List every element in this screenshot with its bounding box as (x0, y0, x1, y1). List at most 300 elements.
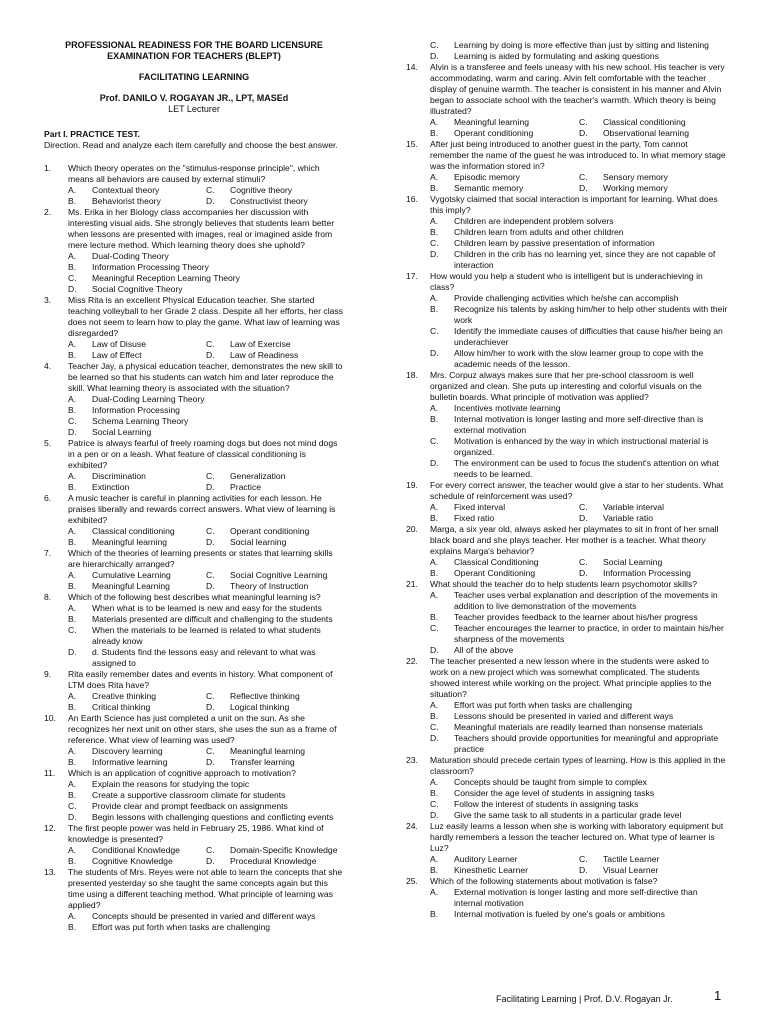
answer-option (68, 691, 206, 702)
answer-option (68, 471, 206, 482)
answer-option (579, 513, 728, 524)
option-text: Auditory Learner (454, 854, 518, 864)
answer-option (430, 777, 728, 788)
option-text: The environment can be used to focus the student's attention on what needs to be learned. (454, 458, 719, 479)
option-letter: A. (430, 777, 439, 787)
right-question-list (406, 62, 728, 920)
option-letter: C. (430, 40, 439, 50)
question-text: What should the teacher do to help students learn psychomotor skills? (430, 579, 698, 589)
option-text: Teacher uses verbal explanation and description of the movements in addition to live demonstration of the movements (454, 590, 718, 611)
option-letter: B. (68, 405, 77, 415)
option-letter: B. (430, 711, 439, 721)
option-letter: C. (68, 801, 77, 811)
option-letter: A. (430, 887, 439, 897)
answer-option (206, 691, 344, 702)
question-number: 22. (406, 656, 418, 666)
question-stem (44, 438, 344, 471)
option-letter: B. (430, 788, 439, 798)
option-letter: A. (430, 502, 439, 512)
option-letter: A. (68, 570, 77, 580)
option-text: Information Processing (92, 405, 180, 415)
answer-option (430, 348, 728, 370)
answer-option (68, 581, 206, 592)
answer-option (579, 117, 728, 128)
answer-option (430, 216, 728, 227)
option-letter: B. (430, 227, 439, 237)
option-letter: A. (430, 557, 439, 567)
question-item (44, 713, 344, 768)
question-text: Mrs. Corpuz always makes sure that her pre-school classroom is well organized and clean. She puts up interesting and colorful visuals on the bulletin boards. What principle of motivation was applied? (430, 370, 702, 402)
option-text: Tactile Learner (603, 854, 660, 864)
answer-option (430, 887, 728, 909)
question-number: 17. (406, 271, 418, 281)
option-text: Variable ratio (603, 513, 653, 523)
option-text: Teacher encourages the learner to practice, in order to maintain his/her sharpness of the movements (454, 623, 724, 644)
question-text: Patrice is always fearful of freely roaming dogs but does not mind dogs in a pen or on a leash. What feature of classical conditioning is exhibited? (68, 438, 338, 470)
option-text: Semantic memory (454, 183, 524, 193)
option-text: Constructivist theory (230, 196, 308, 206)
option-text: Contextual theory (92, 185, 160, 195)
question-item (406, 62, 728, 139)
option-letter: D. (206, 856, 215, 866)
answer-option (206, 581, 344, 592)
question-stem (406, 194, 728, 216)
option-letter: B. (68, 537, 77, 547)
option-text: Behaviorist theory (92, 196, 161, 206)
question-stem (406, 524, 728, 557)
answer-option (206, 350, 344, 361)
option-text: Extinction (92, 482, 130, 492)
option-text: Discovery learning (92, 746, 163, 756)
option-text: Consider the age level of students in assigning tasks (454, 788, 655, 798)
option-letter: B. (68, 614, 77, 624)
option-text: Dual-Coding Learning Theory (92, 394, 205, 404)
question-text: After just being introduced to another guest in the party, Tom cannot remember the name of the guest he was introduced to. In what memory stage was the information stored in? (430, 139, 726, 171)
option-text: Practice (230, 482, 262, 492)
question-stem (44, 207, 344, 251)
options-list (406, 502, 728, 524)
option-text: Law of Readiness (230, 350, 299, 360)
question-13-continued (406, 40, 728, 62)
question-item (406, 656, 728, 755)
option-letter: C. (206, 570, 215, 580)
question-item (406, 139, 728, 194)
option-letter: C. (430, 722, 439, 732)
answer-option (430, 612, 728, 623)
options-list (406, 403, 728, 480)
question-item (406, 876, 728, 920)
answer-option (430, 128, 579, 139)
option-letter: C. (579, 557, 588, 567)
options-list (44, 251, 344, 295)
question-stem (44, 163, 344, 185)
options-list (406, 590, 728, 656)
answer-option (430, 51, 728, 62)
option-text: Explain the reasons for studying the topic (92, 779, 250, 789)
answer-option (68, 526, 206, 537)
answer-option (206, 845, 344, 856)
option-letter: D. (579, 183, 588, 193)
option-letter: A. (430, 172, 439, 182)
option-letter: C. (579, 502, 588, 512)
answer-option (206, 702, 344, 713)
question-item (44, 163, 344, 207)
answer-option (579, 502, 728, 513)
option-text: Effort was put forth when tasks are challenging (454, 700, 633, 710)
option-letter: D. (579, 568, 588, 578)
option-letter: A. (430, 403, 439, 413)
question-text: Which is an application of cognitive approach to motivation? (68, 768, 296, 778)
option-text: Children learn from adults and other children (454, 227, 624, 237)
answer-option (206, 757, 344, 768)
options-list (406, 172, 728, 194)
option-letter: D. (68, 284, 77, 294)
answer-option (68, 790, 344, 801)
answer-option (430, 733, 728, 755)
option-letter: D. (579, 513, 588, 523)
answer-option (68, 284, 344, 295)
option-text: Children in the crib has no learning yet, since they are not capable of interaction (454, 249, 716, 270)
answer-option (68, 746, 206, 757)
question-text: The teacher presented a new lesson where in the students were asked to work on a new project which was somewhat complicated. The students showed interest while working on the project. What principle applies to the situation? (430, 656, 712, 699)
answer-option (206, 856, 344, 867)
option-letter: B. (68, 482, 77, 492)
option-text: Operant conditioning (230, 526, 310, 536)
options-list (44, 339, 344, 361)
option-text: Law of Effect (92, 350, 142, 360)
option-text: Children are independent problem solvers (454, 216, 614, 226)
answer-option (430, 810, 728, 821)
option-letter: D. (430, 458, 439, 468)
option-letter: C. (206, 746, 215, 756)
option-letter: C. (579, 854, 588, 864)
options-list (406, 293, 728, 370)
question-text: Teacher Jay, a physical education teacher, demonstrates the new skill to be learned so that his students can watch him and later reproduce the skill. What learning theory is associated with the situation? (68, 361, 343, 393)
answer-option (579, 557, 728, 568)
answer-option (68, 262, 344, 273)
answer-option (206, 570, 344, 581)
question-item (406, 480, 728, 524)
answer-option (68, 625, 344, 647)
answer-option (430, 909, 728, 920)
option-text: External motivation is longer lasting and more self-directive than internal motivation (454, 887, 698, 908)
answer-option (430, 40, 728, 51)
option-text: Law of Exercise (230, 339, 291, 349)
option-text: Social learning (230, 537, 287, 547)
page-number: 1 (714, 988, 722, 1003)
option-text: Meaningful learning (230, 746, 306, 756)
answer-option (68, 779, 344, 790)
question-stem (406, 139, 728, 172)
option-letter: A. (430, 293, 439, 303)
option-text: Operant conditioning (454, 128, 534, 138)
option-text: Provide clear and prompt feedback on assignments (92, 801, 288, 811)
options-list (44, 691, 344, 713)
option-letter: B. (430, 865, 439, 875)
option-text: Transfer learning (230, 757, 295, 767)
option-text: Meaningful learning (92, 537, 168, 547)
option-letter: B. (68, 581, 77, 591)
answer-option (430, 117, 579, 128)
question-text: Which of the following statements about motivation is false? (430, 876, 658, 886)
option-letter: A. (68, 185, 77, 195)
answer-option (68, 812, 344, 823)
question-stem (44, 295, 344, 339)
options-list (44, 526, 344, 548)
option-text: Identify the immediate causes of difficulties that cause his/her being an underachiever (454, 326, 723, 347)
answer-option (430, 403, 728, 414)
question-item (406, 271, 728, 370)
question-number: 10. (44, 713, 56, 723)
answer-option (206, 746, 344, 757)
option-text: Conditional Knowledge (92, 845, 180, 855)
option-letter: A. (68, 251, 77, 261)
answer-option (430, 557, 579, 568)
question-item (44, 669, 344, 713)
answer-option (430, 293, 728, 304)
option-letter: D. (579, 128, 588, 138)
answer-option (68, 196, 206, 207)
answer-option (430, 458, 728, 480)
doc-author: Prof. DANILO V. ROGAYAN JR., LPT, MASEd (99, 93, 289, 103)
option-text: Follow the interest of students in assigning tasks (454, 799, 639, 809)
option-letter: A. (68, 911, 77, 921)
answer-option (68, 757, 206, 768)
question-stem (406, 755, 728, 777)
answer-option (579, 854, 728, 865)
question-number: 19. (406, 480, 418, 490)
option-letter: B. (68, 790, 77, 800)
answer-option (430, 172, 579, 183)
option-letter: C. (206, 339, 215, 349)
options-list (44, 394, 344, 438)
options-list (44, 471, 344, 493)
answer-option (68, 251, 344, 262)
question-item (406, 524, 728, 579)
option-text: Meaningful Learning (92, 581, 170, 591)
answer-option (68, 911, 344, 922)
option-letter: C. (579, 117, 588, 127)
option-letter: A. (68, 845, 77, 855)
option-letter: B. (68, 196, 77, 206)
answer-option (68, 350, 206, 361)
option-text: Law of Disuse (92, 339, 146, 349)
option-letter: D. (430, 645, 439, 655)
option-letter: D. (206, 581, 215, 591)
option-letter: A. (68, 339, 77, 349)
answer-option (430, 788, 728, 799)
question-text: Rita easily remember dates and events in history. What component of LTM does Rita have? (68, 669, 333, 690)
question-item (44, 768, 344, 823)
option-text: Lessons should be presented in varied and different ways (454, 711, 674, 721)
direction-text: Direction. Read and analyze each item carefully and choose the best answer. (44, 140, 338, 150)
answer-option (68, 570, 206, 581)
option-letter: A. (430, 700, 439, 710)
option-letter: B. (430, 568, 439, 578)
answer-option (68, 405, 344, 416)
options-list (44, 845, 344, 867)
option-letter: A. (430, 590, 439, 600)
answer-option (68, 603, 344, 614)
option-letter: B. (68, 856, 77, 866)
left-column (44, 40, 344, 933)
question-number: 9. (44, 669, 52, 679)
option-letter: D. (579, 865, 588, 875)
answer-option (430, 590, 728, 612)
footer-text: Facilitating Learning | Prof. D.V. Rogayan Jr. (496, 994, 673, 1004)
option-letter: D. (430, 348, 439, 358)
option-text: Children learn by passive presentation of information (454, 238, 655, 248)
options-list (44, 911, 344, 933)
answer-option (579, 568, 728, 579)
question-stem (44, 768, 344, 779)
answer-option (68, 922, 344, 933)
option-letter: C. (206, 471, 215, 481)
option-letter: D. (206, 537, 215, 547)
answer-option (430, 502, 579, 513)
question-text: How would you help a student who is intelligent but is underachieving in class? (430, 271, 703, 292)
option-letter: D. (430, 249, 439, 259)
option-text: Meaningful Reception Learning Theory (92, 273, 240, 283)
options-list (406, 117, 728, 139)
option-text: Concepts should be presented in varied and different ways (92, 911, 316, 921)
question-text: Vygotsky claimed that social interaction is important for learning. What does this imply? (430, 194, 718, 215)
option-letter: C. (430, 623, 439, 633)
question-item (44, 493, 344, 548)
question-item (406, 755, 728, 821)
question-item (406, 370, 728, 480)
option-text: Critical thinking (92, 702, 151, 712)
option-text: Social Cognitive Learning (230, 570, 328, 580)
option-text: Information Processing (603, 568, 691, 578)
question-item (44, 361, 344, 438)
option-text: Visual Learner (603, 865, 659, 875)
option-letter: C. (68, 273, 77, 283)
option-letter: D. (206, 757, 215, 767)
question-text: Alvin is a transferee and feels uneasy with his new school. His teacher is very accommodating, warm and caring. Alvin felt comfortable with the teacher display of genuine warmth. The teacher is consistent in his manner and Alvin began to associate school with the teacher's warmth. Which theory is being illustrated? (430, 62, 725, 116)
question-number: 20. (406, 524, 418, 534)
option-text: Concepts should be taught from simple to complex (454, 777, 647, 787)
question-stem (44, 867, 344, 911)
options-list (406, 854, 728, 876)
option-letter: D. (206, 350, 215, 360)
answer-option (68, 273, 344, 284)
option-text: Classical conditioning (92, 526, 175, 536)
option-letter: D. (430, 51, 439, 61)
option-letter: B. (430, 909, 439, 919)
question-text: For every correct answer, the teacher would give a star to her students. What schedule of reinforcement was used? (430, 480, 724, 501)
option-letter: B. (430, 128, 439, 138)
question-stem (44, 493, 344, 526)
option-text: Teacher provides feedback to the learner about his/her progress (454, 612, 698, 622)
answer-option (430, 326, 728, 348)
question-number: 24. (406, 821, 418, 831)
options-list (44, 570, 344, 592)
answer-option (430, 436, 728, 458)
option-text: Social Cognitive Theory (92, 284, 183, 294)
option-text: Teachers should provide opportunities for meaningful and appropriate practice (454, 733, 719, 754)
option-text: Learning is aided by formulating and asking questions (454, 51, 659, 61)
question-number: 12. (44, 823, 56, 833)
option-text: Social Learning (603, 557, 663, 567)
answer-option (206, 526, 344, 537)
question-number: 11. (44, 768, 56, 778)
option-text: Schema Learning Theory (92, 416, 189, 426)
answer-option (430, 722, 728, 733)
answer-option (68, 845, 206, 856)
doc-subject: FACILITATING LEARNING (138, 72, 250, 82)
option-text: Effort was put forth when tasks are challenging (92, 922, 271, 932)
question-text: Ms. Erika in her Biology class accompanies her discussion with interesting visual aids. She strongly believes that students learn better when lessons are presented with images, real or imagined aside from mere lecture method. Which learning theory does she uphold? (68, 207, 335, 250)
question-number: 25. (406, 876, 418, 886)
options-list (406, 700, 728, 755)
doc-author-role: LET Lecturer (168, 104, 220, 114)
question-number: 23. (406, 755, 418, 765)
answer-option (68, 537, 206, 548)
options-list (406, 557, 728, 579)
answer-option (206, 185, 344, 196)
option-letter: B. (430, 414, 439, 424)
options-list (44, 185, 344, 207)
question-number: 8. (44, 592, 52, 602)
option-letter: B. (68, 350, 77, 360)
option-letter: A. (430, 854, 439, 864)
option-text: Incentives motivate learning (454, 403, 561, 413)
option-letter: C. (68, 416, 77, 426)
option-letter: A. (68, 526, 77, 536)
options-list (44, 746, 344, 768)
option-text: Classical conditioning (603, 117, 686, 127)
option-letter: B. (68, 262, 77, 272)
question-item (406, 194, 728, 271)
option-text: Internal motivation is fueled by one's goals or ambitions (454, 909, 665, 919)
option-text: When what is to be learned is new and easy for the students (92, 603, 322, 613)
question-number: 21. (406, 579, 418, 589)
question-text: A music teacher is careful in planning activities for each lesson. He praises liberally and rewards correct answers. What view of learning is exhibited? (68, 493, 336, 525)
question-item (406, 821, 728, 876)
option-letter: A. (68, 394, 77, 404)
option-text: Fixed interval (454, 502, 506, 512)
question-number: 16. (406, 194, 418, 204)
option-text: Episodic memory (454, 172, 520, 182)
options-list (44, 779, 344, 823)
answer-option (430, 183, 579, 194)
option-text: d. Students find the lessons easy and relevant to what was assigned to (92, 647, 316, 668)
answer-option (430, 865, 579, 876)
option-text: Variable interval (603, 502, 664, 512)
option-text: Cumulative Learning (92, 570, 171, 580)
option-text: Meaningful materials are readily learned than nonsense materials (454, 722, 703, 732)
right-column (406, 40, 728, 920)
option-text: Meaningful learning (454, 117, 530, 127)
option-text: Logical thinking (230, 702, 290, 712)
question-text: Marga, a six year old, always asked her playmates to sit in front of her small black board and she plays teacher. Her mother is a teacher. What theory explains Marga's behavior? (430, 524, 719, 556)
doc-title-line1: PROFESSIONAL READINESS FOR THE BOARD LICENSURE (65, 40, 323, 50)
option-letter: C. (206, 691, 215, 701)
option-letter: C. (430, 436, 439, 446)
answer-option (579, 183, 728, 194)
option-text: Motivation is enhanced by the way in which instructional material is organized. (454, 436, 709, 457)
question-text: Which of the theories of learning presents or states that learning skills are hierarchically arranged? (68, 548, 333, 569)
option-letter: D. (68, 647, 77, 657)
option-letter: B. (68, 702, 77, 712)
option-letter: A. (68, 471, 77, 481)
doc-title-line2: EXAMINATION FOR TEACHERS (BLEPT) (107, 51, 281, 61)
question-stem (44, 669, 344, 691)
answer-option (430, 249, 728, 271)
answer-option (430, 238, 728, 249)
question-number: 15. (406, 139, 418, 149)
